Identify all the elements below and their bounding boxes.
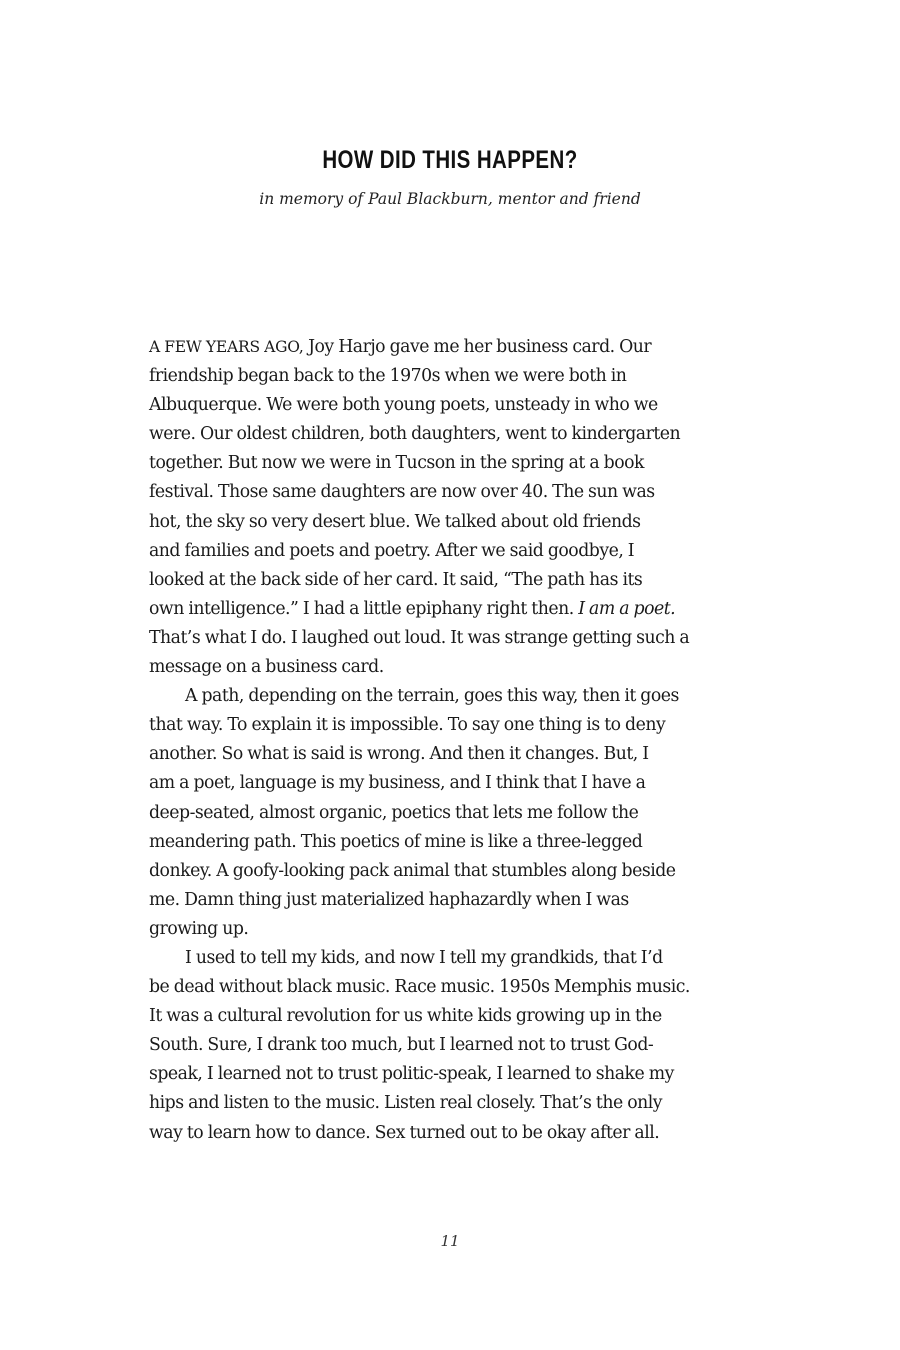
paragraph-line: deep-seated, almost organic, poetics that lets me follow the <box>149 802 639 823</box>
emphasis-text: I am a poet. <box>578 598 676 619</box>
paragraph-line: Albuquerque. We were both young poets, unsteady in who we <box>149 395 658 416</box>
paragraph-line: message on a business card. <box>149 657 384 678</box>
line-text: own intelligence.” I had a little epiphany right then. <box>149 598 579 619</box>
paragraph-line: another. So what is said is wrong. And then it changes. But, I <box>149 744 649 765</box>
paragraph-line: be dead without black music. Race music. 1950s Memphis music. <box>149 977 690 998</box>
paragraph-line: way to learn how to dance. Sex turned out to be okay after all. <box>149 1122 660 1143</box>
paragraph-line <box>149 333 753 362</box>
paragraph-line: South. Sure, I drank too much, but I learned not to trust God- <box>149 1035 654 1056</box>
paragraph-line: hot, the sky so very desert blue. We talked about old friends <box>149 511 641 532</box>
paragraph-line: were. Our oldest children, both daughters, went to kindergarten <box>149 424 681 445</box>
paragraph-line: hips and listen to the music. Listen real closely. That’s the only <box>149 1093 663 1114</box>
lead-in-smallcaps: A FEW YEARS AGO, <box>149 338 304 356</box>
line-text: Joy Harjo gave me her business card. Our <box>303 337 652 357</box>
body-text <box>149 333 753 1148</box>
paragraph-line: growing up. <box>149 918 249 939</box>
paragraph-line: looked at the back side of her card. It said, “The path has its <box>149 569 643 590</box>
paragraph-line: meandering path. This poetics of mine is like a three-legged <box>149 831 643 852</box>
paragraph-line: that way. To explain it is impossible. To say one thing is to deny <box>149 715 666 736</box>
paragraph-line: together. But now we were in Tucson in the spring at a book <box>149 453 644 474</box>
paragraph-line <box>149 595 753 624</box>
paragraph-line: speak, I learned not to trust politic-speak, I learned to shake my <box>149 1064 674 1085</box>
paragraph-line: am a poet, language is my business, and I think that I have a <box>149 773 646 794</box>
paragraph-line: A path, depending on the terrain, goes this way, then it goes <box>185 686 679 707</box>
paragraph-line: and families and poets and poetry. After we said goodbye, I <box>149 540 635 561</box>
dedication-subtitle: in memory of Paul Blackburn, mentor and friend <box>259 190 641 208</box>
chapter-title: HOW DID THIS HAPPEN? <box>322 146 578 174</box>
page-number: 11 <box>440 1232 460 1250</box>
paragraph-line: festival. Those same daughters are now over 40. The sun was <box>149 482 655 503</box>
paragraph-line: me. Damn thing just materialized haphazardly when I was <box>149 889 629 910</box>
paragraph-line: That’s what I do. I laughed out loud. It was strange getting such a <box>149 627 690 648</box>
paragraph-line: donkey. A goofy-looking pack animal that stumbles along beside <box>149 860 676 881</box>
paragraph-line: It was a cultural revolution for us white kids growing up in the <box>149 1006 662 1027</box>
paragraph-line: I used to tell my kids, and now I tell my grandkids, that I’d <box>185 947 663 968</box>
paragraph-line: friendship began back to the 1970s when we were both in <box>149 366 627 387</box>
